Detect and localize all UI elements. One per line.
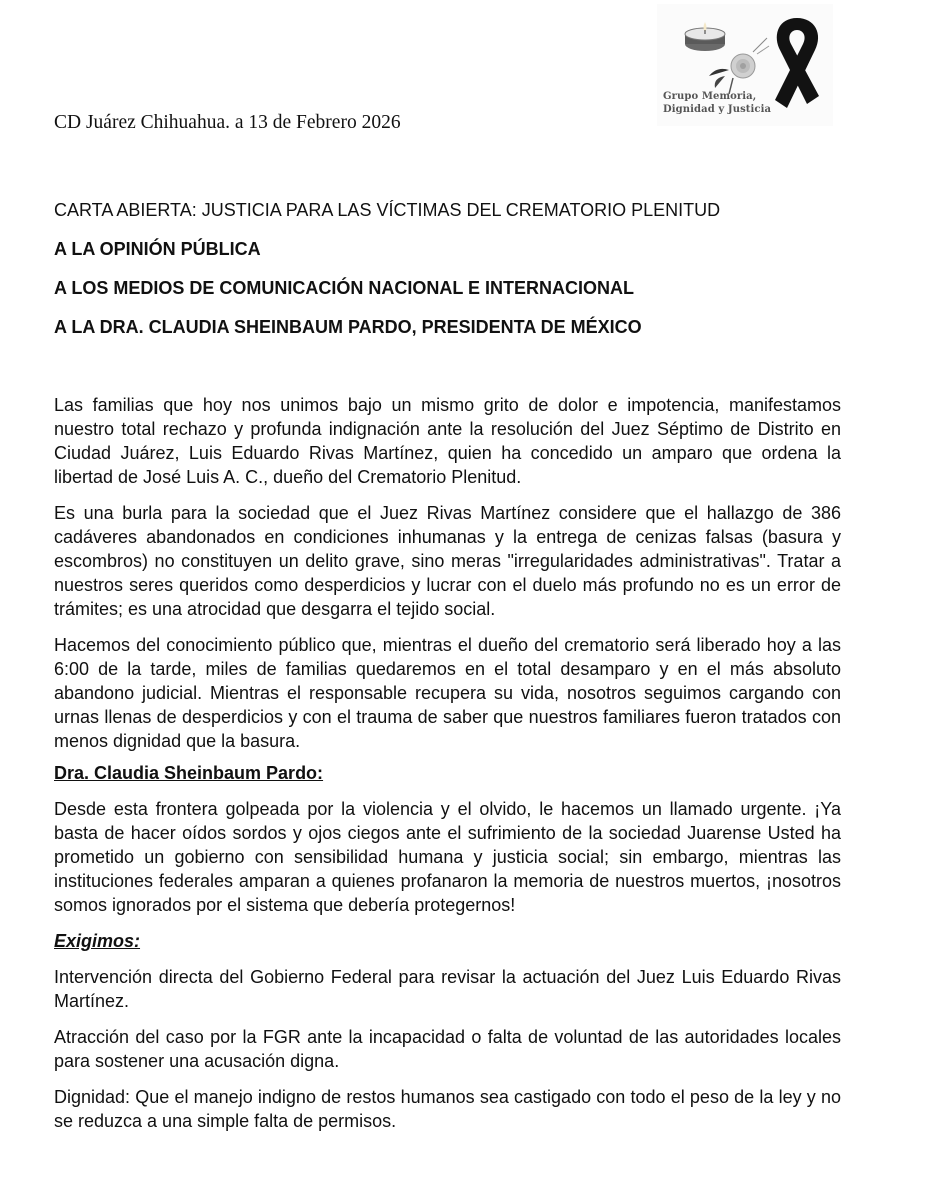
group-logo [657, 4, 833, 126]
president-heading: Dra. Claudia Sheinbaum Pardo: [54, 763, 324, 783]
addressee-media: A LOS MEDIOS DE COMUNICACIÓN NACIONAL E INTERNACIONAL [54, 278, 635, 298]
addressee-president: A LA DRA. CLAUDIA SHEINBAUM PARDO, PRESIDENTA DE MÉXICO [54, 317, 642, 337]
letter-body [54, 393, 841, 1145]
body-paragraph: Hacemos del conocimiento público que, mientras el dueño del crematorio será liberado hoy a las 6:00 de la tarde, miles de familias quedaremos en el total desamparo y en el más absoluto abandono judicial. Mientras el responsable recupera su vida, nosotros seguimos cargando con urnas llenas de desperdicios y con el trauma de saber que nuestros familiares fueron tratados con menos dignidad que la basura. [54, 635, 841, 751]
body-paragraph: Es una burla para la sociedad que el Juez Rivas Martínez considere que el hallazgo de 386 cadáveres abandonados en condiciones inhumanas y la entrega de cenizas falsas (basura y escombros) no constituyen un delito grave, sino meras "irregularidades administrativas". Tratar a nuestros seres queridos como desperdicios y lucrar con el duelo más profundo no es un error de trámites; es una atrocidad que desgarra el tejido social. [54, 503, 841, 619]
addressee-public-opinion: A LA OPINIÓN PÚBLICA [54, 239, 261, 259]
demand-item: Atracción del caso por la FGR ante la incapacidad o falta de voluntad de las autoridades locales para sostener una acusación digna. [54, 1027, 841, 1071]
dateline: CD Juárez Chihuahua. a 13 de Febrero 2026 [54, 112, 401, 133]
demand-item: Dignidad: Que el manejo indigno de restos humanos sea castigado con todo el peso de la ley y no se reduzca a una simple falta de permisos. [54, 1087, 841, 1131]
logo-caption-line-1: Grupo Memoria, [663, 91, 757, 102]
candle-icon [685, 22, 725, 51]
letter-headings [54, 199, 854, 355]
demands-heading: Exigimos: [54, 931, 141, 951]
demand-item: Intervención directa del Gobierno Federal para revisar la actuación del Juez Luis Eduardo Rivas Martínez. [54, 967, 841, 1011]
letter-title: CARTA ABIERTA: JUSTICIA PARA LAS VÍCTIMAS DEL CREMATORIO PLENITUD [54, 200, 721, 220]
logo-caption [663, 90, 803, 116]
president-paragraph: Desde esta frontera golpeada por la violencia y el olvido, le hacemos un llamado urgente. ¡Ya basta de hacer oídos sordos y ojos ciegos ante el sufrimiento de la sociedad Juarense Usted ha prometido un gobierno con sensibilidad humana y justicia social; sin embargo, mientras las instituciones federales amparan a quienes profanaron la memoria de nuestros muertos, ¡nosotros somos ignorados por el sistema que debería protegernos! [54, 799, 841, 915]
body-paragraph: Las familias que hoy nos unimos bajo un mismo grito de dolor e impotencia, manifestamos nuestro total rechazo y profunda indignación ante la resolución del Juez Séptimo de Distrito en Ciudad Juárez, Luis Eduardo Rivas Martínez, quien ha concedido un amparo que ordena la libertad de José Luis A. C., dueño del Crematorio Plenitud. [54, 395, 841, 487]
logo-caption-line-2: Dignidad y Justicia [663, 104, 772, 115]
